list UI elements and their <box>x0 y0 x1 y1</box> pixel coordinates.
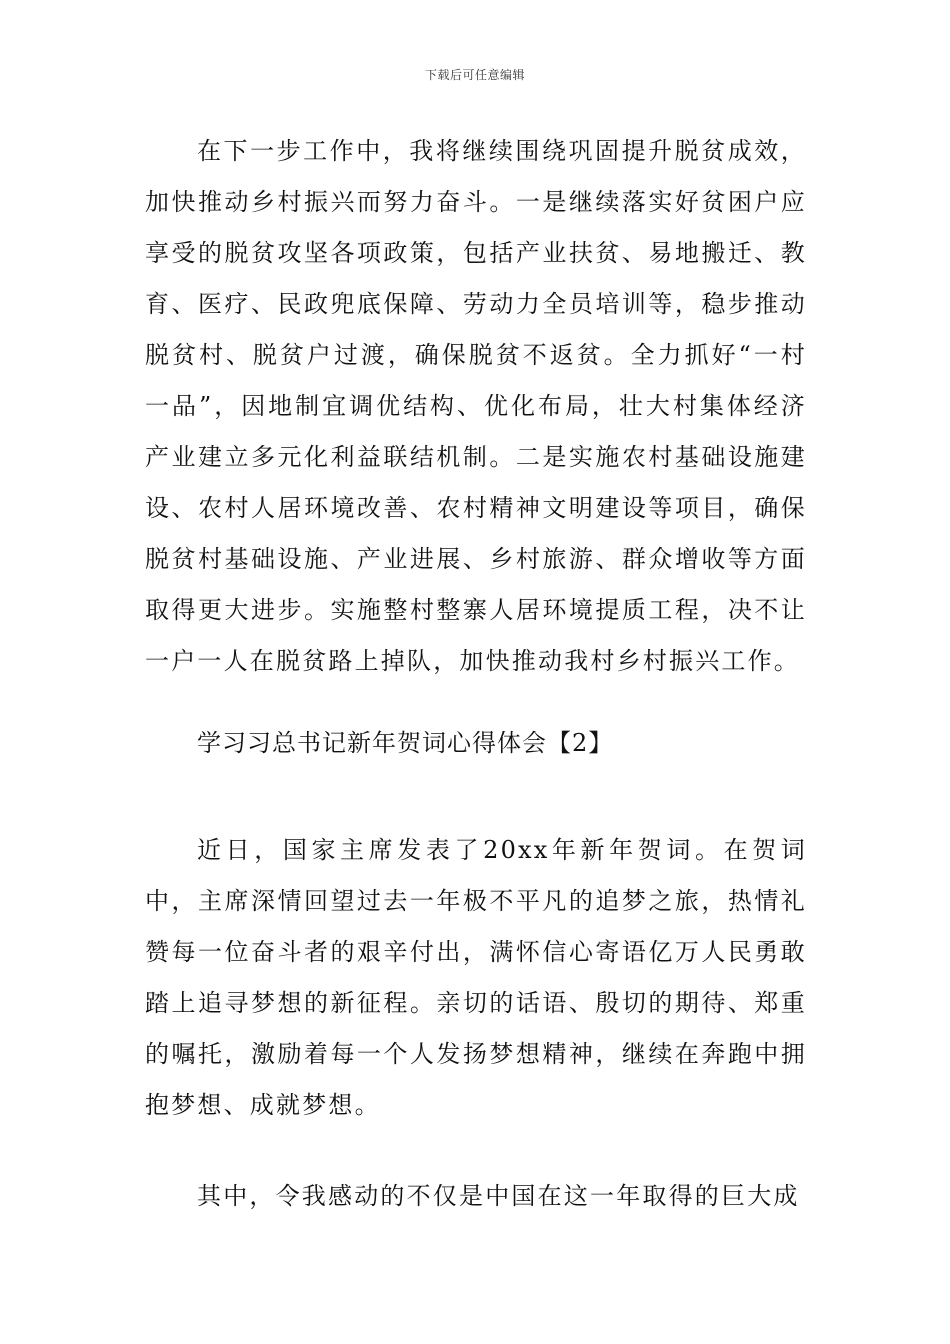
paragraph-2: 近日，国家主席发表了20xx年新年贺词。在贺词中，主席深情回望过去一年极不平凡的追梦之旅，热情礼赞每一位奋斗者的艰辛付出，满怀信心寄语亿万人民勇敢踏上追寻梦想的新征程。亲切的话语、殷切的期待、郑重的嘱托，激励着每一个人发扬梦想精神，继续在奔跑中拥抱梦想、成就梦想。 <box>145 836 807 1119</box>
section-heading: 学习习总书记新年贺词心得体会【2】 <box>197 729 614 757</box>
paragraph-1-block <box>145 126 807 687</box>
header-note: 下载后可任意编辑 <box>424 68 525 82</box>
paragraph-1: 在下一步工作中，我将继续围绕巩固提升脱贫成效，加快推动乡村振兴而努力奋斗。一是继续落实好贫困户应享受的脱贫攻坚各项政策，包括产业扶贫、易地搬迁、教育、医疗、民政兜底保障、劳动力全员培训等，稳步推动脱贫村、脱贫户过渡，确保脱贫不返贫。全力抓好“一村一品”，因地制宜调优结构、优化布局，壮大村集体经济产业建立多元化利益联结机制。二是实施农村基础设施建设、农村人居环境改善、农村精神文明建设等项目，确保脱贫村基础设施、产业进展、乡村旅游、群众增收等方面取得更大进步。实施整村整寨人居环境提质工程，决不让一户一人在脱贫路上掉队，加快推动我村乡村振兴工作。 <box>145 137 807 675</box>
paragraph-3-block <box>145 1171 807 1222</box>
paragraph-3: 其中，令我感动的不仅是中国在这一年取得的巨大成 <box>197 1182 800 1210</box>
paragraph-2-block <box>145 825 807 1131</box>
